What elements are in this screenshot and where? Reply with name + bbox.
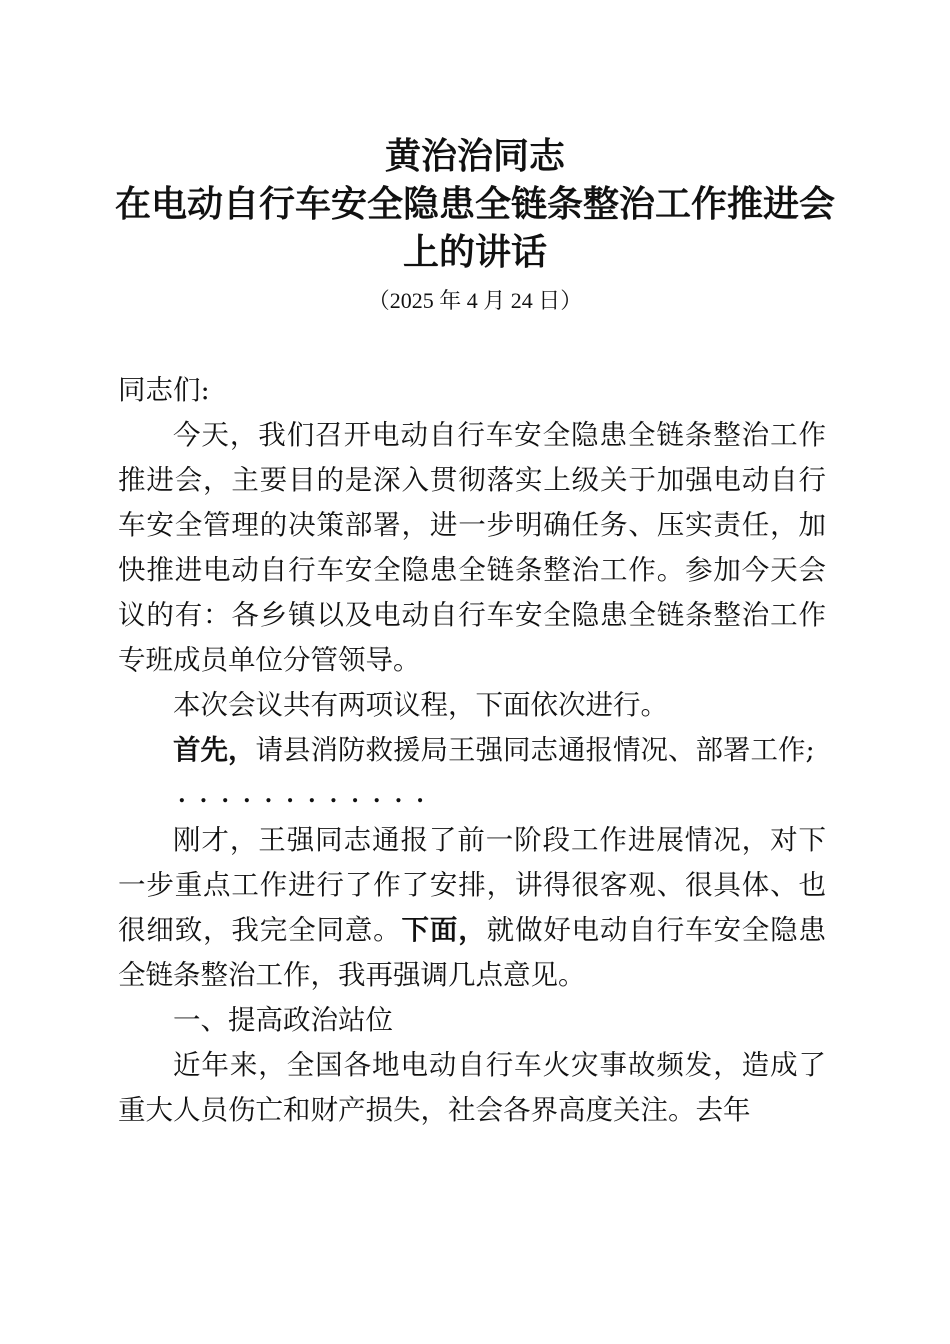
salutation: 同志们: — [118, 374, 210, 406]
paragraph-transition — [118, 818, 826, 998]
paragraph-section-1: 近年来，全国各地电动自行车火灾事故频发，造成了重大人员伤亡和财产损失，社会各界高度关注。去年 — [118, 1049, 826, 1126]
speech-date: （2025 年 4 月 24 日） — [367, 288, 583, 313]
title-suffix: 上的讲话 — [402, 231, 547, 273]
paragraph-opening: 今天，我们召开电动自行车安全隐患全链条整治工作推进会，主要目的是深入贯彻落实上级关于加强电动自行车安全管理的决策部署，进一步明确任务、压实责任，加快推进电动自行车安全隐患全链条整治工作。参加今天会议的有：各乡镇以及电动自行车安全隐患全链条整治工作专班成员单位分管领导。 — [118, 419, 826, 676]
transition-lead: 下面， — [401, 914, 487, 946]
title-speaker: 黄治治同志 — [384, 135, 565, 177]
first-item-lead: 首先， — [173, 734, 256, 766]
title-meeting: 在电动自行车安全隐患全链条整治工作推进会 — [114, 183, 835, 225]
transition-rest: 就做好电动自行车安全隐患全链条整治工作，我再强调几点意见。 — [118, 914, 827, 991]
section-heading-1: 一、提高政治站位 — [173, 1004, 393, 1036]
speech-body — [118, 368, 826, 1133]
first-item-text: 请县消防救援局王强同志通报情况、部署工作; — [255, 734, 815, 766]
speech-title — [0, 132, 950, 316]
transition-text: 刚才，王强同志通报了前一阶段工作进展情况，对下一步重点工作进行了作了安排，讲得很客观、很具体、也很细致，我完全同意。 — [118, 824, 826, 946]
ellipsis-separator: ............ — [178, 782, 438, 808]
paragraph-first-item — [118, 728, 826, 773]
paragraph-agenda: 本次会议共有两项议程，下面依次进行。 — [173, 689, 668, 721]
